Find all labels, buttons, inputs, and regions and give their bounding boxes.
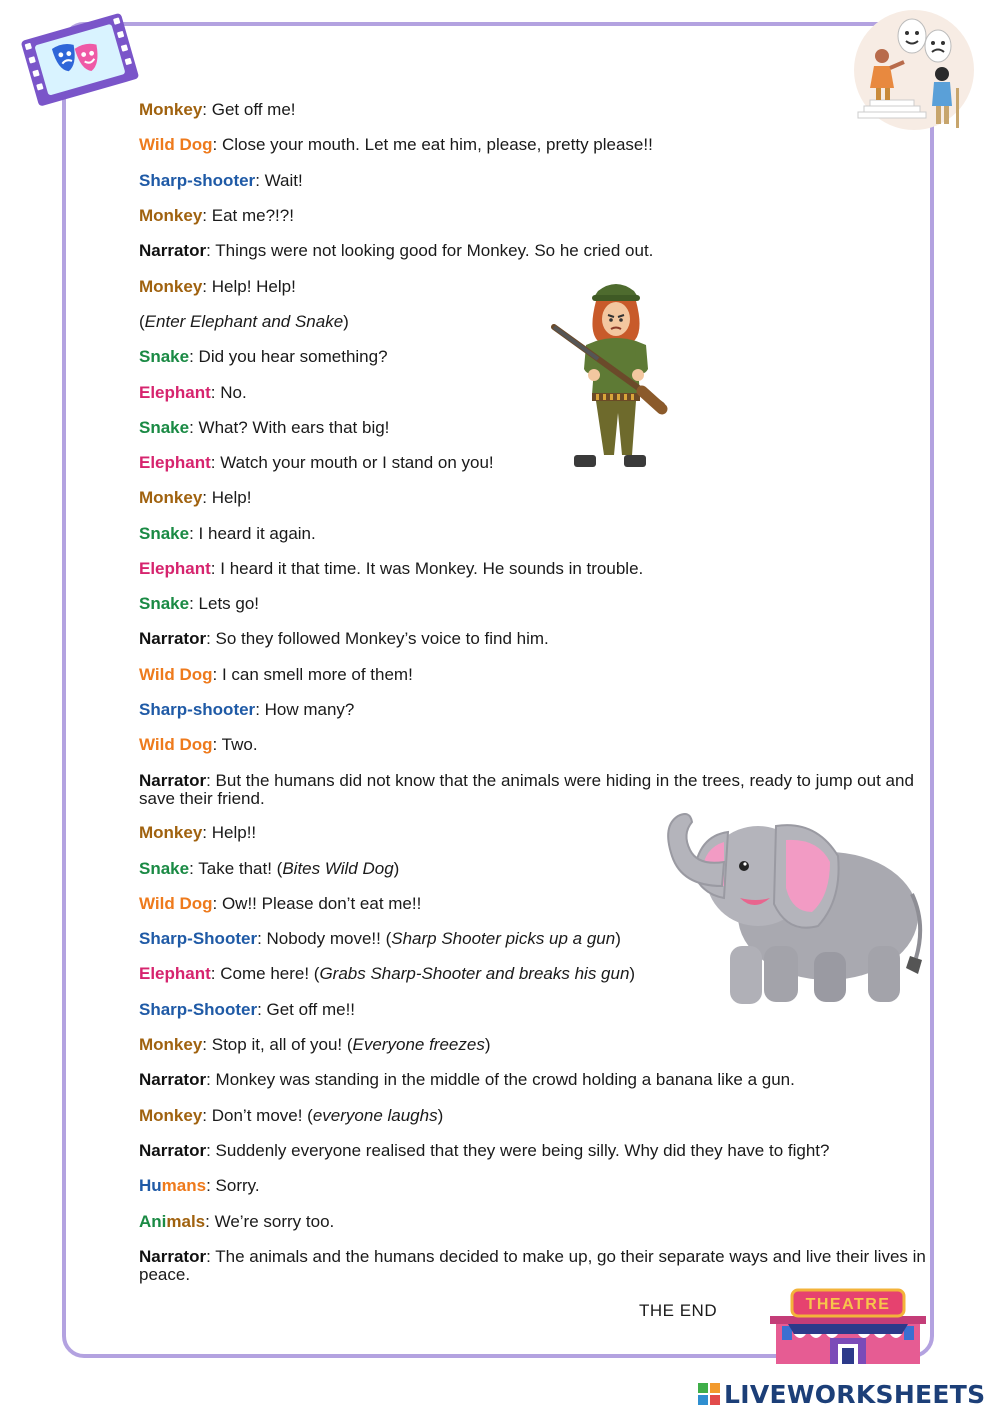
dialogue-text: : I can smell more of them!: [212, 665, 413, 684]
dialogue-text-after: ): [437, 1106, 444, 1125]
theatre-building-illustration: [770, 1286, 926, 1364]
speaker-name: Sharp-shooter: [139, 171, 256, 190]
dialogue-text: : Two.: [212, 735, 258, 754]
dialogue-text: : Don’t move! (: [202, 1106, 313, 1125]
dialogue-text: : So they followed Monkey’s voice to find him.: [206, 629, 549, 648]
script-line: [139, 1177, 260, 1195]
dialogue-text: : Eat me?!?!: [202, 206, 294, 225]
dialogue-text: : Suddenly everyone realised that they were being silly. Why did they have to fight?: [206, 1141, 830, 1160]
dialogue-text: : Help!!: [202, 823, 257, 842]
dialogue-text: : Monkey was standing in the middle of the crowd holding a banana like a gun.: [206, 1070, 795, 1089]
dialogue-text: : Help! Help!: [202, 277, 296, 296]
dialogue-text: : The animals and the humans decided to make up, go their separate ways and live their lives in peace.: [139, 1247, 926, 1284]
stage-direction: Everyone freezes: [352, 1035, 485, 1054]
speaker-name: Narrator: [139, 771, 207, 790]
speaker-name: Snake: [139, 859, 190, 878]
speaker-name: Narrator: [139, 629, 207, 648]
speaker-name: Wild Dog: [139, 665, 213, 684]
script-line: [139, 595, 259, 613]
dialogue-text: : Close your mouth. Let me eat him, please, pretty please!!: [212, 135, 653, 154]
dialogue-text: : Stop it, all of you! (: [202, 1035, 353, 1054]
speaker-name-part: mals: [166, 1212, 206, 1231]
speaker-name: Narrator: [139, 1141, 207, 1160]
script-line: [139, 172, 303, 190]
script-line: [139, 1071, 795, 1089]
dialogue-text: : Nobody move!! (: [257, 929, 392, 948]
stage-direction: Enter Elephant and Snake: [144, 312, 344, 331]
speaker-name: Monkey: [139, 488, 203, 507]
speaker-name: Sharp-shooter: [139, 700, 256, 719]
script-line: [139, 1142, 829, 1160]
dialogue-text-after: ): [629, 964, 636, 983]
dialogue-text: : Get off me!!: [257, 1000, 356, 1019]
script-line: [139, 207, 294, 225]
script-line: [139, 701, 354, 719]
script-line: [139, 560, 643, 578]
dialogue-text-after: ): [615, 929, 621, 948]
dialogue-text: : Sorry.: [206, 1176, 260, 1195]
theatre-sign-text: THEATRE: [805, 1296, 891, 1313]
speaker-name-part: Hu: [139, 1176, 162, 1195]
speaker-name: Sharp-Shooter: [139, 929, 258, 948]
script-line: [139, 930, 621, 948]
speaker-name: Elephant: [139, 964, 211, 983]
speaker-name: Narrator: [139, 241, 207, 260]
speaker-name: Narrator: [139, 1070, 207, 1089]
dialogue-text: : Did you hear something?: [189, 347, 388, 366]
elephant-illustration: [648, 806, 926, 1016]
speaker-name-part: Ani: [139, 1212, 167, 1231]
speaker-name-part: mans: [161, 1176, 207, 1195]
script-line: [139, 136, 653, 154]
stage-direction: everyone laughs: [312, 1106, 438, 1125]
speaker-name: Sharp-Shooter: [139, 1000, 258, 1019]
script-line: [139, 454, 494, 472]
dialogue-text: : Help!: [202, 488, 252, 507]
script-line: [139, 242, 653, 260]
dialogue-text: : What? With ears that big!: [189, 418, 390, 437]
dialogue-text: : We’re sorry too.: [205, 1212, 335, 1231]
speaker-name: Elephant: [139, 453, 211, 472]
dialogue-text: : I heard it that time. It was Monkey. He sounds in trouble.: [210, 559, 644, 578]
speaker-name: Snake: [139, 524, 190, 543]
actors-on-stage-illustration: [852, 8, 976, 132]
speaker-name: Wild Dog: [139, 894, 213, 913]
dialogue-text: : Things were not looking good for Monkey. So he cried out.: [206, 241, 654, 260]
speaker-name: Elephant: [139, 559, 211, 578]
script-line: [139, 384, 247, 402]
dialogue-text: : Watch your mouth or I stand on you!: [210, 453, 494, 472]
script-line: [139, 1213, 334, 1231]
script-line: [139, 1001, 355, 1019]
script-line: [139, 348, 388, 366]
speaker-name: Monkey: [139, 100, 203, 119]
speaker-name: Wild Dog: [139, 135, 213, 154]
dialogue-text: : How many?: [255, 700, 355, 719]
script-line: [139, 525, 316, 543]
script-line: [139, 1036, 491, 1054]
stage-paren: ): [343, 312, 349, 331]
dialogue-text: : But the humans did not know that the animals were hiding in the trees, ready to jump out and save their friend.: [139, 771, 914, 808]
the-end-label: THE END: [639, 1301, 718, 1320]
liveworksheets-logo-icon: [698, 1383, 720, 1405]
speaker-name: Monkey: [139, 823, 203, 842]
dialogue-text: : Ow!! Please don’t eat me!!: [212, 894, 422, 913]
speaker-name: Snake: [139, 594, 190, 613]
speaker-name: Wild Dog: [139, 735, 213, 754]
script-line: [139, 278, 296, 296]
script-line: [139, 419, 389, 437]
stage-direction: Bites Wild Dog: [282, 859, 394, 878]
dialogue-text: : I heard it again.: [189, 524, 316, 543]
dialogue-text: : Get off me!: [202, 100, 296, 119]
script-line: [139, 101, 296, 119]
dialogue-text: : Come here! (: [210, 964, 320, 983]
speaker-name: Narrator: [139, 1247, 207, 1266]
stage-paren: (: [139, 312, 145, 331]
speaker-name: Monkey: [139, 206, 203, 225]
footer-brand: [698, 1378, 985, 1410]
stage-direction: Sharp Shooter picks up a gun: [391, 929, 616, 948]
script-line: [139, 666, 413, 684]
dialogue-text-after: ): [484, 1035, 491, 1054]
speaker-name: Monkey: [139, 277, 203, 296]
hunter-with-rifle-illustration: [550, 275, 670, 471]
dialogue-text: : Lets go!: [189, 594, 260, 613]
script-line: [139, 313, 349, 331]
dialogue-text-after: ): [393, 859, 400, 878]
speaker-name: Monkey: [139, 1035, 203, 1054]
dialogue-text: : Wait!: [255, 171, 303, 190]
speaker-name: Monkey: [139, 1106, 203, 1125]
theatre-masks-ticket-icon: [18, 8, 140, 112]
script-line: [139, 895, 421, 913]
script-line: [139, 772, 931, 808]
script-line: [139, 965, 635, 983]
script-line: [139, 1107, 443, 1125]
script-line: [139, 736, 258, 754]
script-line: [139, 824, 256, 842]
speaker-name: Snake: [139, 418, 190, 437]
speaker-name: Snake: [139, 347, 190, 366]
footer-brand-text: LIVEWORKSHEETS: [724, 1379, 986, 1409]
script-line: [139, 1248, 931, 1284]
speaker-name: Elephant: [139, 383, 211, 402]
script-line: [139, 489, 251, 507]
script-line: [139, 860, 399, 878]
script-line: [139, 630, 549, 648]
dialogue-text: : No.: [210, 383, 247, 402]
stage-direction: Grabs Sharp-Shooter and breaks his gun: [319, 964, 630, 983]
dialogue-text: : Take that! (: [189, 859, 283, 878]
